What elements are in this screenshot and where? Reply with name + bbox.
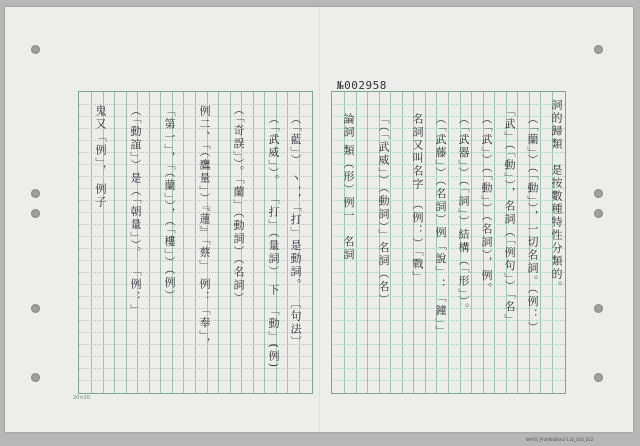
binder-hole-left-1: [31, 45, 40, 54]
handwritten-column: （「蘭」）（「動」），一切名詞。（例：）: [526, 113, 539, 335]
page-fold: [319, 7, 321, 432]
grid-row-line: [79, 104, 312, 105]
handwritten-column: 名詞又叫名字 （例：）「戰」: [411, 113, 424, 284]
binder-hole-left-4: [31, 304, 40, 313]
grid-row-line: [332, 104, 565, 105]
binder-hole-left-5: [31, 373, 40, 382]
handwritten-column: 「（「武威」）（動詞）」名詞（名）: [377, 113, 390, 307]
handwritten-column: （「武威」）。 「打」（量詞） 下 「動」(例): [267, 113, 280, 370]
binder-hole-left-2: [31, 189, 40, 198]
handwritten-column: （「武藤」）（名詞）例「說」：「鐘」」: [434, 113, 447, 338]
handwritten-column: （「武器」）（「詞」）結構（「形」）。: [457, 113, 470, 316]
grid-row-line: [79, 380, 312, 381]
binder-hole-right-5: [594, 373, 603, 382]
handwritten-column: 「第一」，「（蘭」），（「樓」）（例）: [163, 105, 176, 303]
binder-hole-right-1: [594, 45, 603, 54]
binder-hole-right-4: [594, 304, 603, 313]
grid-format-note: 20×20: [73, 395, 90, 401]
binder-hole-right-3: [594, 209, 603, 218]
handwritten-column: 論詞 類（形）例一 名詞: [342, 113, 355, 262]
handwritten-column: 詞的歸類 是按數種特性分類的。: [550, 99, 563, 294]
grid-row-line: [332, 380, 565, 381]
handwritten-column: （「動誼」）是（「朝量」）。 「例：」: [129, 105, 142, 317]
serial-number: №002958: [337, 79, 387, 92]
handwritten-column: （「藍」） 丶，，「打」是動詞。 〔句法〕: [289, 113, 302, 349]
archive-reference: WHYS_Pnh9b08ae2-116_018_022: [526, 437, 594, 442]
manuscript-paper: [5, 7, 633, 432]
handwritten-column: 例二、「（鷹量」）『蓮』「蔡」 例：「奉」，: [198, 105, 211, 351]
grid-row-line: [332, 368, 565, 369]
binder-hole-left-3: [31, 209, 40, 218]
grid-row-line: [332, 344, 565, 345]
handwritten-column: （「武」）（「動」）（名詞），例。: [480, 113, 493, 296]
grid-row-line: [332, 356, 565, 357]
handwritten-column: 「武」（「動」），名詞（「例句」）「名」: [503, 105, 516, 327]
binder-hole-right-2: [594, 189, 603, 198]
handwritten-column: （「奇誤」）。「蘭」（動詞）（名詞）: [232, 104, 245, 305]
handwritten-column: 鬼又「例」， 例子: [94, 105, 107, 209]
